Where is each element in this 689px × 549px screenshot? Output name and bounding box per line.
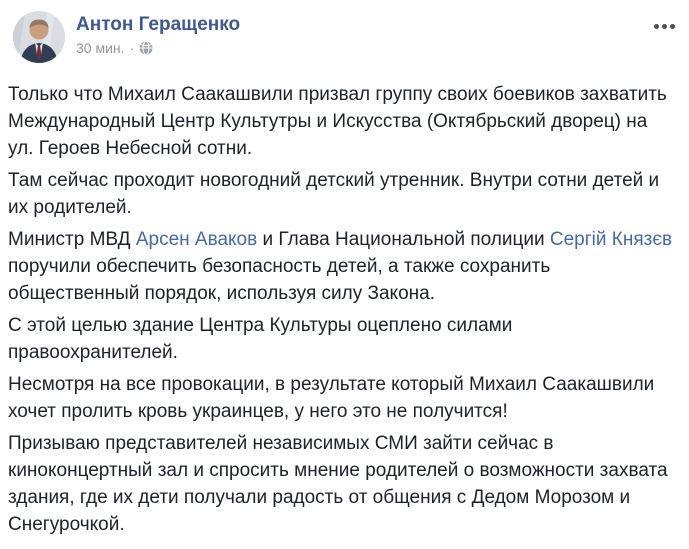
- post-text-run: Только что Михаил Саакашвили призвал группу своих боевиков захватить: [8, 84, 667, 105]
- post-text-run: Призываю представителей независимых СМИ зайти сейчас в: [8, 433, 554, 454]
- post-paragraph: [8, 312, 689, 366]
- post-text-run: общественный порядок, используя силу Закона.: [8, 283, 435, 304]
- post-text-run: правоохранителей.: [8, 342, 178, 363]
- mention-link[interactable]: Сергій Князєв: [549, 229, 673, 250]
- dot-icon: [654, 24, 659, 29]
- post-paragraph: [8, 430, 689, 538]
- post-text-run: ул. Героев Небесной сотни.: [8, 138, 253, 159]
- dot-icon: [662, 24, 667, 29]
- post-text-run: Снегурочкой.: [8, 514, 125, 535]
- post-line: [8, 194, 689, 221]
- dot-icon: [670, 24, 675, 29]
- post-line: [8, 253, 689, 280]
- post-meta: [76, 40, 652, 56]
- post-line: [8, 135, 689, 162]
- post-paragraph: [8, 371, 689, 425]
- post-text-run: киноконцертный зал и спросить мнение родителей о возможности захвата: [8, 460, 668, 481]
- post-line: [8, 339, 689, 366]
- meta-separator: ·: [129, 40, 135, 56]
- mention-link[interactable]: Арсен Аваков: [135, 229, 258, 250]
- post-line: [8, 398, 689, 425]
- post-line: [8, 484, 689, 511]
- post-paragraph: [8, 167, 689, 221]
- post-line: [8, 280, 689, 307]
- post-text-run: Министр МВД: [8, 229, 136, 250]
- author-name-link[interactable]: Антон Геращенко: [76, 14, 241, 35]
- timestamp[interactable]: 30 мин.: [76, 40, 125, 56]
- post-line: [8, 511, 689, 538]
- post-options-button[interactable]: [652, 22, 677, 31]
- post-line: [8, 81, 689, 108]
- post-paragraph: [8, 81, 689, 162]
- post-text: [0, 81, 689, 538]
- post-text-run: Несмотря на все провокации, в результате который Михаил Саакашвили: [8, 374, 655, 395]
- post-line: [8, 371, 689, 398]
- privacy-globe-icon: [139, 41, 153, 55]
- post-line: [8, 167, 689, 194]
- post-text-run: и Глава Национальной полиции: [257, 229, 550, 250]
- avatar-photo-icon: [13, 11, 65, 63]
- post-line: [8, 312, 689, 339]
- post-line: [8, 430, 689, 457]
- post-header: [0, 0, 689, 63]
- profile-avatar[interactable]: [13, 11, 65, 63]
- post-text-run: их родителей.: [8, 197, 132, 218]
- post-text-run: поручили обеспечить безопасность детей, а также сохранить: [8, 256, 551, 277]
- post-text-run: Там сейчас проходит новогодний детский утренник. Внутри сотни детей и: [8, 170, 660, 191]
- post-text-run: здания, где их дети получали радость от общения с Дедом Морозом и: [8, 487, 631, 508]
- header-info: [76, 11, 652, 56]
- post-line: [8, 457, 689, 484]
- post-line: [8, 108, 689, 135]
- post-line: [8, 226, 689, 253]
- post-text-run: С этой целью здание Центра Культуры оцеплено силами: [8, 315, 513, 336]
- post-paragraph: [8, 226, 689, 307]
- post-text-run: Международный Центр Культутры и Искусства (Октябрьский дворец) на: [8, 111, 648, 132]
- post-text-run: хочет пролить кровь украинцев, у него это не получится!: [8, 401, 508, 422]
